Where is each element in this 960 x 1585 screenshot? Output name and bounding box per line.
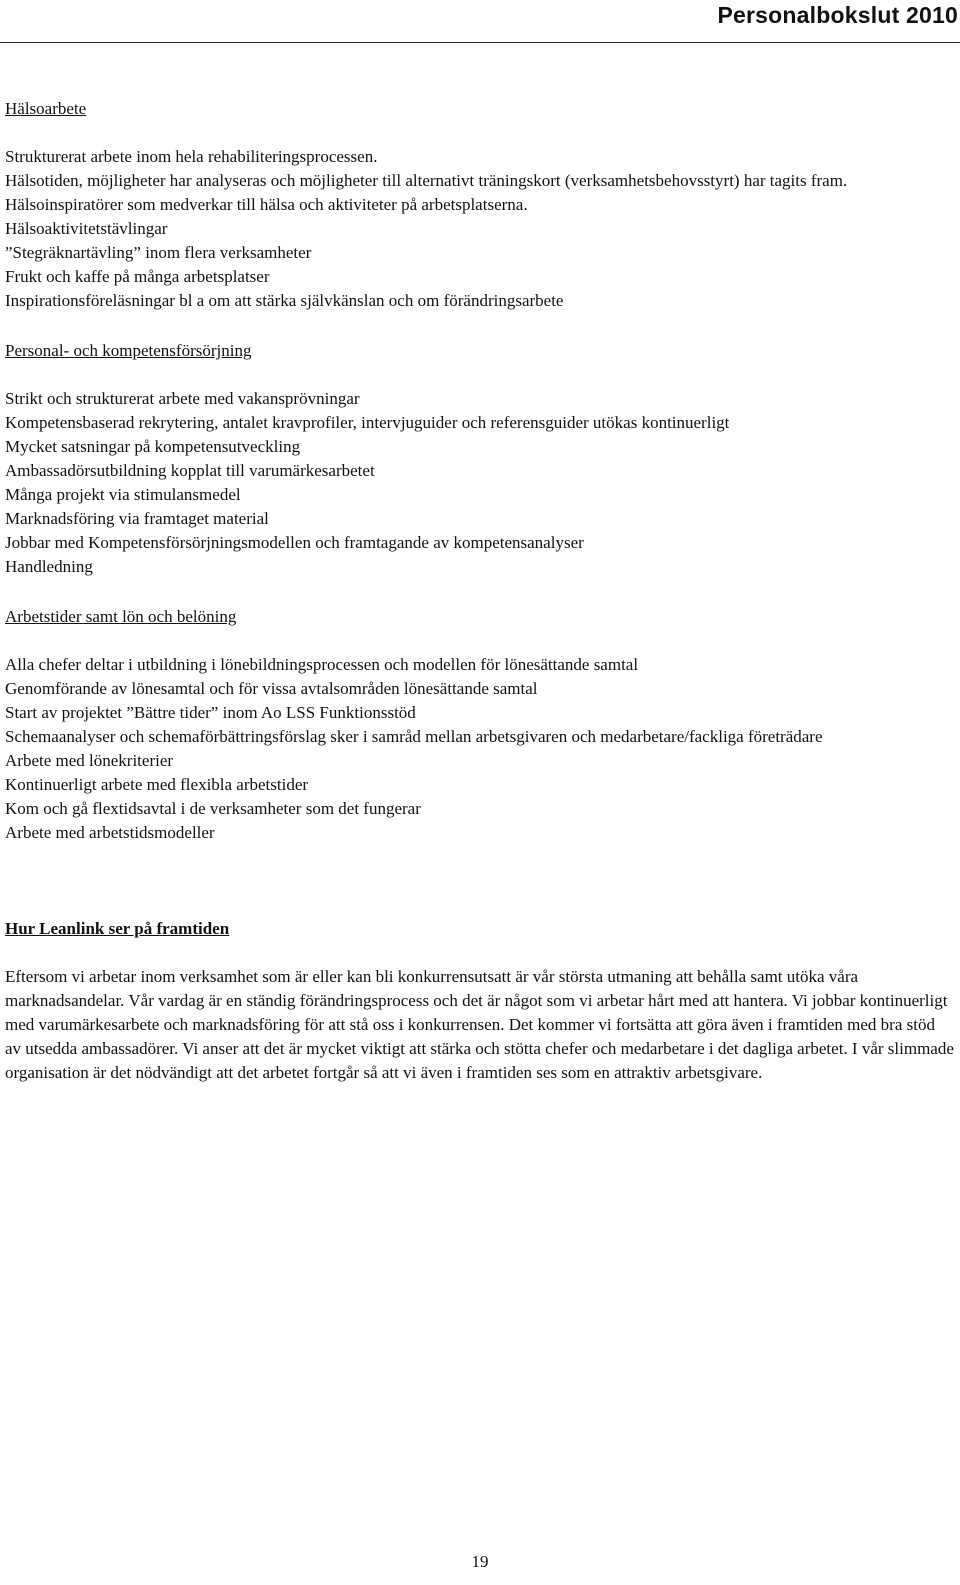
text-line: Många projekt via stimulansmedel [5,485,241,504]
section-heading-halsoarbete: Hälsoarbete [5,99,87,118]
text-line: ”Stegräknartävling” inom flera verksamheter [5,243,312,262]
text-line: Jobbar med Kompetensförsörjningsmodellen och framtagande av kompetensanalyser [5,533,584,552]
section-heading-kompetens: Personal- och kompetensförsörjning [5,341,252,360]
text-line: Hälsotiden, möjligheter har analyseras och möjligheter till alternativt träningskort (verksamhetsbehovsstyrt) har tagits fram. [5,171,848,190]
page-header [0,0,960,43]
section-heading-framtiden: Hur Leanlink ser på framtiden [5,919,230,938]
text-line: Hälsoaktivitetstävlingar [5,219,168,238]
page-content [5,97,955,1085]
text-line: Frukt och kaffe på många arbetsplatser [5,267,270,286]
section-framtiden-paragraph: Eftersom vi arbetar inom verksamhet som är eller kan bli konkurrensutsatt är vår största utmaning att behålla samt utöka våra marknadsandelar. Vår vardag är en ständig förändringsprocess och det är något som vi arbetar hårt med att hantera. Vi jobbar kontinuerligt med varumärkesarbete och marknadsföring för att stå oss i konkurrensen. Det kommer vi fortsätta att göra även i framtiden med bra stöd av utsedda ambassadörer. Vi anser att det är mycket viktigt att stärka och stötta chefer och medarbetare i det dagliga arbetet. I vår slimmade organisation är det nödvändigt att det arbetet fortgår så att vi även i framtiden ses som en attraktiv arbetsgivare. [5,967,954,1082]
text-line: Arbete med arbetstidsmodeller [5,823,215,842]
text-line: Kompetensbaserad rekrytering, antalet kravprofiler, intervjuguider och referensguider utökas kontinuerligt [5,413,730,432]
text-line: Hälsoinspiratörer som medverkar till hälsa och aktiviteter på arbetsplatserna. [5,195,528,214]
text-line: Start av projektet ”Bättre tider” inom Ao LSS Funktionsstöd [5,703,416,722]
text-line: Alla chefer deltar i utbildning i lönebildningsprocessen och modellen för lönesättande samtal [5,655,639,674]
text-line: Marknadsföring via framtaget material [5,509,269,528]
text-line: Genomförande av lönesamtal och för vissa avtalsområden lönesättande samtal [5,679,538,698]
text-line: Ambassadörsutbildning kopplat till varumärkesarbetet [5,461,375,480]
text-line: Mycket satsningar på kompetensutveckling [5,437,301,456]
section-halsoarbete-body [5,145,955,313]
section-kompetens-body [5,387,955,579]
section-heading-arbetstider: Arbetstider samt lön och belöning [5,607,237,626]
document-title: Personalbokslut 2010 [717,2,958,28]
text-line: Arbete med lönekriterier [5,751,174,770]
text-line: Strikt och strukturerat arbete med vakansprövningar [5,389,360,408]
text-line: Kontinuerligt arbete med flexibla arbetstider [5,775,309,794]
section-arbetstider-body [5,653,955,845]
text-line: Handledning [5,557,93,576]
page-number: 19 [471,1552,489,1571]
text-line: Schemaanalyser och schemaförbättringsförslag sker i samråd mellan arbetsgivaren och medarbetare/fackliga företrädare [5,727,823,746]
text-line: Kom och gå flextidsavtal i de verksamheter som det fungerar [5,799,421,818]
text-line: Inspirationsföreläsningar bl a om att stärka självkänslan och om förändringsarbete [5,291,564,310]
text-line: Strukturerat arbete inom hela rehabiliteringsprocessen. [5,147,378,166]
